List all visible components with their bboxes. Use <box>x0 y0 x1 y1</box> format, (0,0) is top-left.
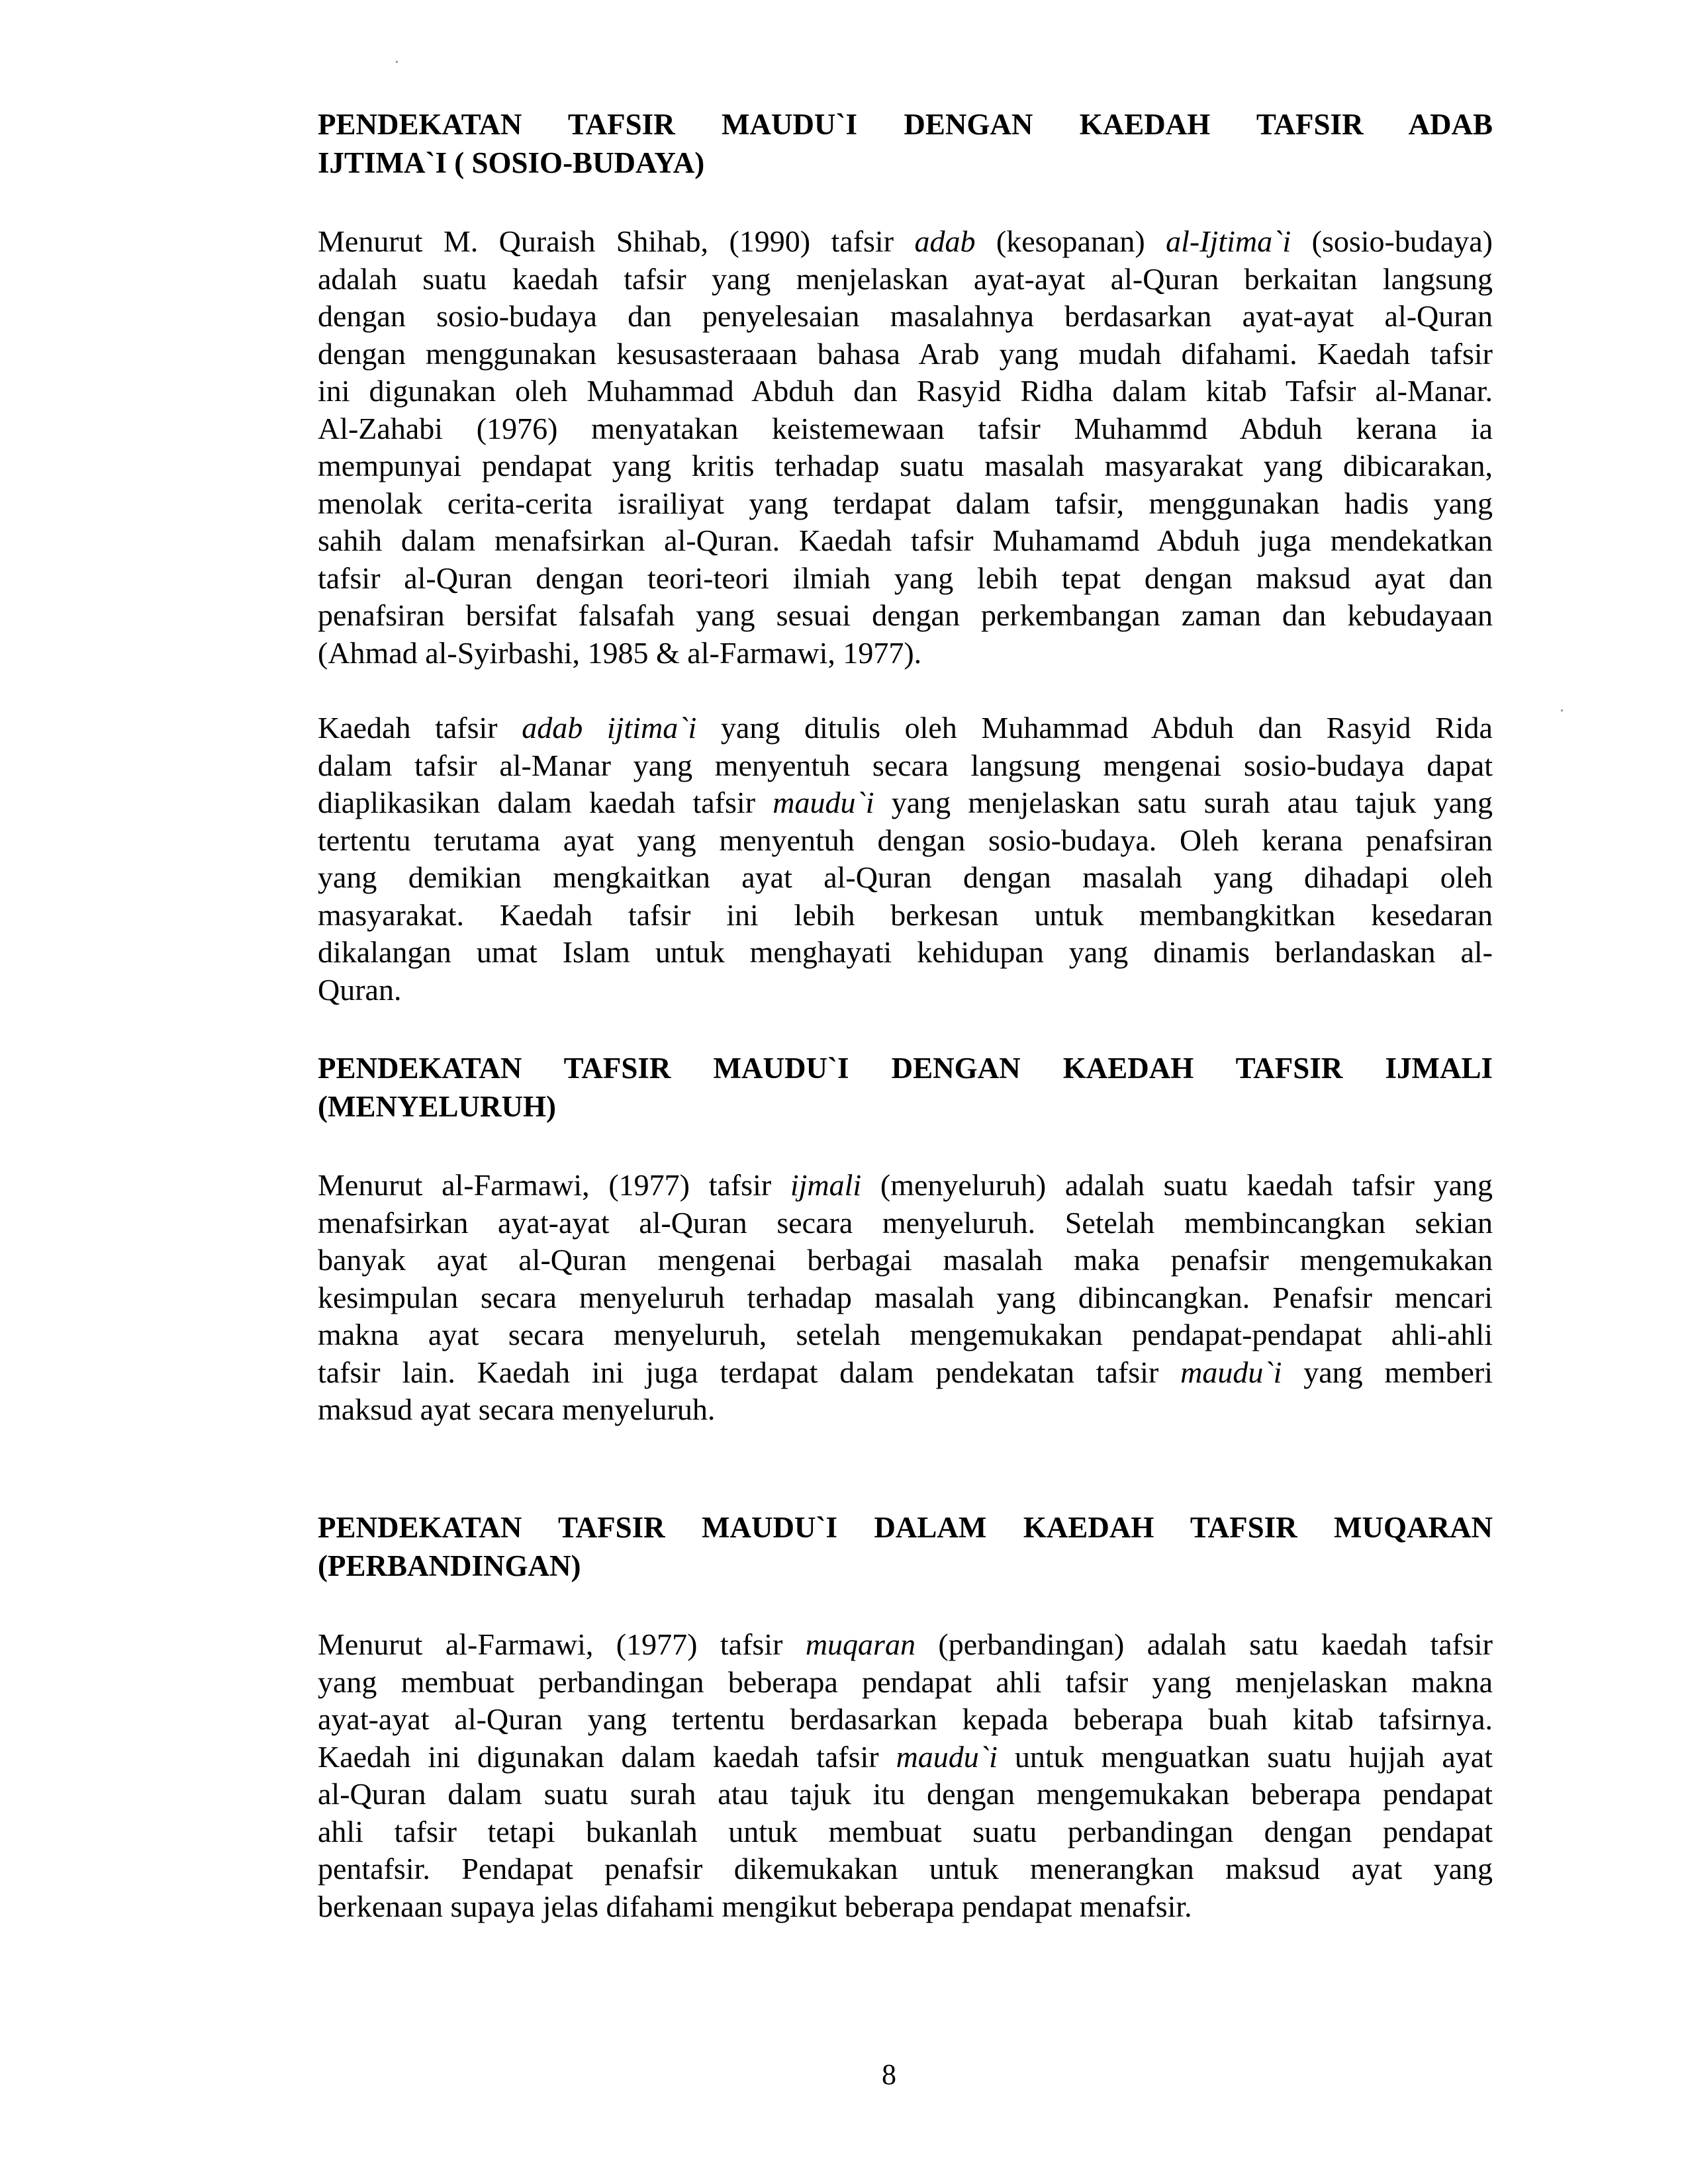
text-segment: al-Quran dalam suatu surah atau tajuk itu dengan mengemukakan beberapa pendapat <box>318 1777 1493 1811</box>
section-heading <box>318 1049 1493 1126</box>
text-line <box>318 1049 1493 1087</box>
text-segment: makna ayat secara menyeluruh, setelah mengemukakan pendapat-pendapat ahli-ahli <box>318 1318 1493 1351</box>
text-line <box>318 298 1493 336</box>
text-segment: yang ditulis oleh Muhammad Abduh dan Rasyid Rida <box>696 711 1493 745</box>
body-paragraph <box>318 1626 1493 1925</box>
text-line <box>318 859 1493 897</box>
text-segment: berkenaan supaya jelas difahami mengikut beberapa pendapat menafsir. <box>318 1889 1192 1923</box>
text-segment: (MENYELURUH) <box>318 1090 556 1123</box>
text-line <box>318 784 1493 822</box>
section-heading <box>318 1508 1493 1585</box>
body-paragraph <box>318 1167 1493 1429</box>
page-number: 8 <box>882 2058 896 2091</box>
text-segment: Menurut al-Farmawi, (1977) tafsir <box>318 1168 790 1202</box>
text-line <box>318 261 1493 298</box>
text-line <box>318 1813 1493 1851</box>
text-segment: Kaedah ini digunakan dalam kaedah tafsir <box>318 1739 896 1774</box>
text-segment: yang membuat perbandingan beberapa pendapat ahli tafsir yang menjelaskan makna <box>318 1664 1493 1699</box>
text-line <box>318 1205 1493 1242</box>
text-segment: PENDEKATAN TAFSIR MAUDU`I DALAM KAEDAH TAFSIR MUQARAN <box>318 1511 1493 1544</box>
text-segment: dengan menggunakan kesusasteraaan bahasa Arab yang mudah difahami. Kaedah tafsir <box>318 336 1493 371</box>
scan-speck <box>396 61 398 63</box>
text-segment: tertentu terutama ayat yang menyentuh dengan sosio-budaya. Oleh kerana penafsiran <box>318 823 1493 857</box>
text-segment: pentafsir. Pendapat penafsir dikemukakan untuk menerangkan maksud ayat yang <box>318 1852 1493 1886</box>
text-line <box>318 522 1493 560</box>
text-segment: ahli tafsir tetapi bukanlah untuk membuat suatu perbandingan dengan pendapat <box>318 1814 1493 1848</box>
text-line <box>318 972 1493 1009</box>
text-line <box>318 822 1493 860</box>
text-line <box>318 336 1493 373</box>
text-line <box>318 1316 1493 1354</box>
text-line <box>318 1701 1493 1739</box>
text-line <box>318 1279 1493 1317</box>
scan-speck <box>1561 709 1563 711</box>
text-segment: ayat-ayat al-Quran yang tertentu berdasarkan kepada beberapa buah kitab tafsirnya. <box>318 1702 1493 1736</box>
text-segment: dikalangan umat Islam untuk menghayati kehidupan yang dinamis berlandaskan al- <box>318 935 1493 969</box>
text-segment: yang demikian mengkaitkan ayat al-Quran dengan masalah yang dihadapi oleh <box>318 860 1493 894</box>
text-line <box>318 747 1493 785</box>
text-line <box>318 1547 1493 1585</box>
text-segment: menafsirkan ayat-ayat al-Quran secara menyeluruh. Setelah membincangkan sekian <box>318 1205 1493 1240</box>
text-segment: untuk menguatkan suatu hujjah ayat <box>997 1739 1493 1774</box>
text-line <box>318 1664 1493 1702</box>
text-line <box>318 1354 1493 1392</box>
text-line <box>318 934 1493 972</box>
text-segment: (Ahmad al-Syirbashi, 1985 & al-Farmawi, 1977). <box>318 635 922 670</box>
text-line <box>318 223 1493 261</box>
text-segment: (PERBANDINGAN) <box>318 1549 581 1582</box>
text-line <box>318 1739 1493 1776</box>
text-line <box>318 447 1493 485</box>
text-line <box>318 373 1493 410</box>
text-line <box>318 485 1493 523</box>
text-line <box>318 560 1493 598</box>
text-segment: (perbandingan) adalah satu kaedah tafsir <box>915 1627 1493 1661</box>
text-segment: adalah suatu kaedah tafsir yang menjelaskan ayat-ayat al-Quran berkaitan langsung <box>318 261 1493 296</box>
text-segment: banyak ayat al-Quran mengenai berbagai masalah maka penafsir mengemukakan <box>318 1243 1493 1277</box>
text-segment: Al-Zahabi (1976) menyatakan keistemewaan tafsir Muhammd Abduh kerana ia <box>318 411 1493 445</box>
text-segment: (sosio-budaya) <box>1291 224 1493 258</box>
text-segment: dalam tafsir al-Manar yang menyentuh secara langsung mengenai sosio-budaya dapat <box>318 748 1493 782</box>
italic-term: maudu`i <box>773 786 874 819</box>
text-segment: PENDEKATAN TAFSIR MAUDU`I DENGAN KAEDAH TAFSIR IJMALI <box>318 1052 1493 1085</box>
body-paragraph <box>318 709 1493 1009</box>
italic-term: al-Ijtima`i <box>1166 224 1291 258</box>
text-line <box>318 1391 1493 1429</box>
text-line <box>318 1626 1493 1664</box>
text-line <box>318 597 1493 635</box>
text-segment: IJTIMA`I ( SOSIO-BUDAYA) <box>318 146 705 179</box>
text-line <box>318 1508 1493 1547</box>
text-segment: ini digunakan oleh Muhammad Abduh dan Rasyid Ridha dalam kitab Tafsir al-Manar. <box>318 374 1493 408</box>
text-line <box>318 105 1493 144</box>
text-segment: Menurut M. Quraish Shihab, (1990) tafsir <box>318 224 915 258</box>
text-segment: penafsiran bersifat falsafah yang sesuai dengan perkembangan zaman dan kebudayaan <box>318 598 1493 632</box>
text-segment: Quran. <box>318 972 402 1007</box>
italic-term: maudu`i <box>896 1739 998 1774</box>
italic-term: maudu`i <box>1180 1355 1282 1389</box>
italic-term: muqaran <box>805 1627 915 1661</box>
text-line <box>318 635 1493 672</box>
body-paragraph <box>318 223 1493 672</box>
text-segment: Menurut al-Farmawi, (1977) tafsir <box>318 1627 806 1661</box>
section-heading <box>318 105 1493 182</box>
text-segment: (menyeluruh) adalah suatu kaedah tafsir yang <box>861 1168 1493 1202</box>
text-segment: PENDEKATAN TAFSIR MAUDU`I DENGAN KAEDAH TAFSIR ADAB <box>318 108 1493 141</box>
text-line <box>318 1087 1493 1126</box>
text-segment: masyarakat. Kaedah tafsir ini lebih berkesan untuk membangkitkan kesedaran <box>318 897 1493 932</box>
text-segment: Kaedah tafsir <box>318 711 522 745</box>
text-segment: tafsir lain. Kaedah ini juga terdapat dalam pendekatan tafsir <box>318 1355 1181 1389</box>
text-segment: (kesopanan) <box>975 224 1166 258</box>
italic-term: ijmali <box>790 1168 862 1202</box>
text-segment: mempunyai pendapat yang kritis terhadap suatu masalah masyarakat yang dibicarakan, <box>318 449 1493 482</box>
text-segment: kesimpulan secara menyeluruh terhadap masalah yang dibincangkan. Penafsir mencari <box>318 1280 1493 1314</box>
text-line <box>318 1776 1493 1813</box>
text-segment: menolak cerita-cerita israiliyat yang terdapat dalam tafsir, menggunakan hadis yang <box>318 486 1493 520</box>
text-segment: maksud ayat secara menyeluruh. <box>318 1392 716 1426</box>
text-segment: tafsir al-Quran dengan teori-teori ilmiah yang lebih tepat dengan maksud ayat dan <box>318 561 1493 595</box>
text-line <box>318 1888 1493 1926</box>
text-segment: yang menjelaskan satu surah atau tajuk yang <box>874 786 1493 819</box>
italic-term: adab ijtima`i <box>522 711 697 745</box>
text-segment: sahih dalam menafsirkan al-Quran. Kaedah tafsir Muhamamd Abduh juga mendekatkan <box>318 523 1493 557</box>
text-segment: diaplikasikan dalam kaedah tafsir <box>318 786 773 819</box>
text-line <box>318 1167 1493 1205</box>
text-line <box>318 709 1493 747</box>
text-line <box>318 1242 1493 1279</box>
italic-term: adab <box>914 224 976 258</box>
text-line <box>318 1850 1493 1888</box>
text-segment: dengan sosio-budaya dan penyelesaian masalahnya berdasarkan ayat-ayat al-Quran <box>318 299 1493 333</box>
text-line <box>318 410 1493 448</box>
text-line <box>318 897 1493 934</box>
text-segment: yang memberi <box>1282 1355 1493 1389</box>
text-line <box>318 144 1493 182</box>
